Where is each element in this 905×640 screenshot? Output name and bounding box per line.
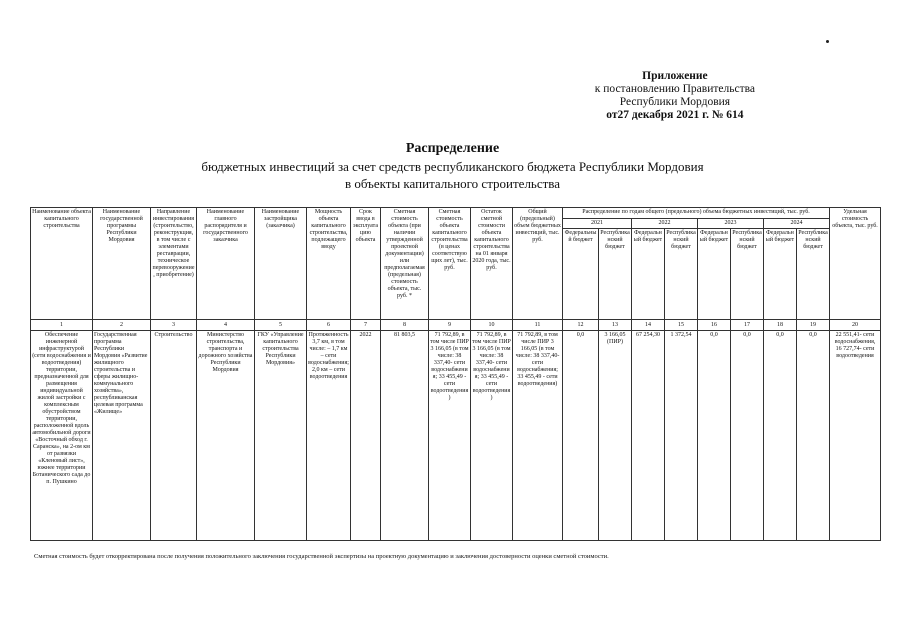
cell-2021-federal: 0,0 — [563, 331, 599, 541]
column-number: 3 — [151, 320, 197, 331]
header-2024-federal: Федеральный бюджет — [764, 229, 797, 320]
column-number: 16 — [698, 320, 731, 331]
cell-2024-federal: 0,0 — [764, 331, 797, 541]
cell-2023-federal: 0,0 — [698, 331, 731, 541]
document-heading — [0, 140, 905, 192]
cell-cost-current-prices: 71 792,89, в том числе ПИР 3 166,05 (в том числе: 38 337,40- сети водоснабжения; 33 455,49 - сети водоотведения) — [429, 331, 471, 541]
cell-2023-republic: 0,0 — [731, 331, 764, 541]
document-subtitle-1: бюджетных инвестиций за счет средств республиканского бюджета Республики Мордовия — [201, 159, 704, 174]
column-number: 15 — [665, 320, 698, 331]
document-subtitle-2: в объекты капитального строительства — [344, 176, 561, 191]
header-developer: Наименование застройщика (заказчика) — [255, 208, 307, 320]
column-number: 5 — [255, 320, 307, 331]
header-direction: Направление инвестирования (строительство, реконструкция, в том числе с элементами реставрации, техническое перевооружение, приобретение) — [151, 208, 197, 320]
cell-direction: Строительство — [151, 331, 197, 541]
cell-2022-federal: 67 254,30 — [632, 331, 665, 541]
column-number: 4 — [197, 320, 255, 331]
header-2021-federal: Федеральный бюджет — [563, 229, 599, 320]
header-estimated-cost: Сметная стоимость объекта (при наличии утвержденной проектной документации) или предполагаемая (предельная) стоимость объекта, тыс. руб. * — [381, 208, 429, 320]
header-2021-republic: Республиканский бюджет — [599, 229, 632, 320]
investment-table — [30, 207, 881, 541]
header-total-investment: Общий (предельный) объем бюджетных инвестиций, тыс. руб. — [513, 208, 563, 320]
cell-remaining-cost: 71 792,89, в том числе ПИР 3 166,05 (в том числе: 38 337,40- сети водоснабжения; 33 455,49 - сети водоотведения) — [471, 331, 513, 541]
header-distribution: Распределение по годам общего (предельного) объема бюджетных инвестиций, тыс. руб. — [563, 208, 830, 219]
cell-developer: ГКУ «Управление капитального строительства Республики Мордовия» — [255, 331, 307, 541]
header-year-2024: 2024 — [764, 219, 830, 229]
column-number: 19 — [797, 320, 830, 331]
appendix-line-2: Республики Мордовия — [619, 96, 731, 108]
cell-2022-republic: 1 372,54 — [665, 331, 698, 541]
appendix-title: Приложение — [642, 70, 708, 82]
cell-manager: Министерство строительства, транспорта и дорожного хозяйства Республики Мордовия — [197, 331, 255, 541]
header-year-2022: 2022 — [632, 219, 698, 229]
header-2022-federal: Федеральный бюджет — [632, 229, 665, 320]
appendix-block — [595, 70, 755, 122]
column-number: 12 — [563, 320, 599, 331]
column-number: 14 — [632, 320, 665, 331]
header-object: Наименование объекта капитального строительства — [31, 208, 93, 320]
document-title: Распределение — [405, 141, 500, 156]
column-number: 11 — [513, 320, 563, 331]
column-number: 20 — [830, 320, 881, 331]
appendix-date: от27 декабря 2021 г. № 614 — [606, 109, 744, 121]
cell-object: Обеспечение инженерной инфраструктурой (сети водоснабжения и водоотведения) территории, предназначенной для размещения индивидуальной жилой застройки с комплексным обустройством территории, расположенной вдоль автомобильной дороги «Восточный обход г. Саранска», на 2-ом км от развязки «Кленовый лист», южнее территории Ботанического сада до п. Пушкино — [31, 331, 93, 541]
header-year-2021: 2021 — [563, 219, 632, 229]
header-manager: Наименование главного распорядителя и государственного заказчика — [197, 208, 255, 320]
cell-program: Государственная программа Республики Мордовия «Развитие жилищного строительства и сферы жилищно-коммунального хозяйства», республиканская целевая программа «Жилище» — [93, 331, 151, 541]
footnote: Сметная стоимость будет откорректирована после получения положительного заключения государственной экспертизы на проектную документацию и заключения достоверности оценки сметной стоимости. — [34, 553, 609, 560]
table-row — [31, 331, 881, 541]
column-number: 17 — [731, 320, 764, 331]
header-year-2023: 2023 — [698, 219, 764, 229]
column-number: 10 — [471, 320, 513, 331]
column-number: 6 — [307, 320, 351, 331]
column-number: 18 — [764, 320, 797, 331]
column-number: 2 — [93, 320, 151, 331]
header-cost-current-prices: Сметная стоимость объекта капитального строительства (в ценах соответствующих лет), тыс. руб. — [429, 208, 471, 320]
header-capacity: Мощность объекта капитального строительства, подлежащего вводу — [307, 208, 351, 320]
column-number: 13 — [599, 320, 632, 331]
header-term: Срок ввода в эксплуатацию объекта — [351, 208, 381, 320]
header-2023-federal: Федеральный бюджет — [698, 229, 731, 320]
cell-total-investment: 71 792,89, в том числе ПИР 3 166,05 (в том числе: 38 337,40- сети водоснабжения; 33 455,49 - сети водоотведения) — [513, 331, 563, 541]
column-number: 1 — [31, 320, 93, 331]
column-number: 8 — [381, 320, 429, 331]
header-remaining-cost: Остаток сметной стоимости объекта капитального строительства на 01 января 2020 года, тыс. руб. — [471, 208, 513, 320]
header-program: Наименование государственной программы Республики Мордовия — [93, 208, 151, 320]
cell-term: 2022 — [351, 331, 381, 541]
appendix-line-1: к постановлению Правительства — [594, 83, 755, 95]
cell-unit-cost: 22 551,41- сети водоснабжения, 16 727,74- сети водоотведения — [830, 331, 881, 541]
cell-2024-republic: 0,0 — [797, 331, 830, 541]
cell-capacity: Протяженность 3,7 км, в том числе: – 1,7 км – сети водоснабжения; 2,0 км – сети водоотведения — [307, 331, 351, 541]
cell-estimated-cost: 81 803,5 — [381, 331, 429, 541]
header-unit-cost: Удельная стоимость объекта, тыс. руб. — [830, 208, 881, 320]
header-2022-republic: Республиканский бюджет — [665, 229, 698, 320]
scan-speck — [826, 40, 829, 43]
column-number: 9 — [429, 320, 471, 331]
header-2023-republic: Республиканский бюджет — [731, 229, 764, 320]
header-2024-republic: Республиканский бюджет — [797, 229, 830, 320]
column-number: 7 — [351, 320, 381, 331]
cell-2021-republic: 3 166,05 (ПИР) — [599, 331, 632, 541]
column-number-row — [31, 320, 881, 331]
